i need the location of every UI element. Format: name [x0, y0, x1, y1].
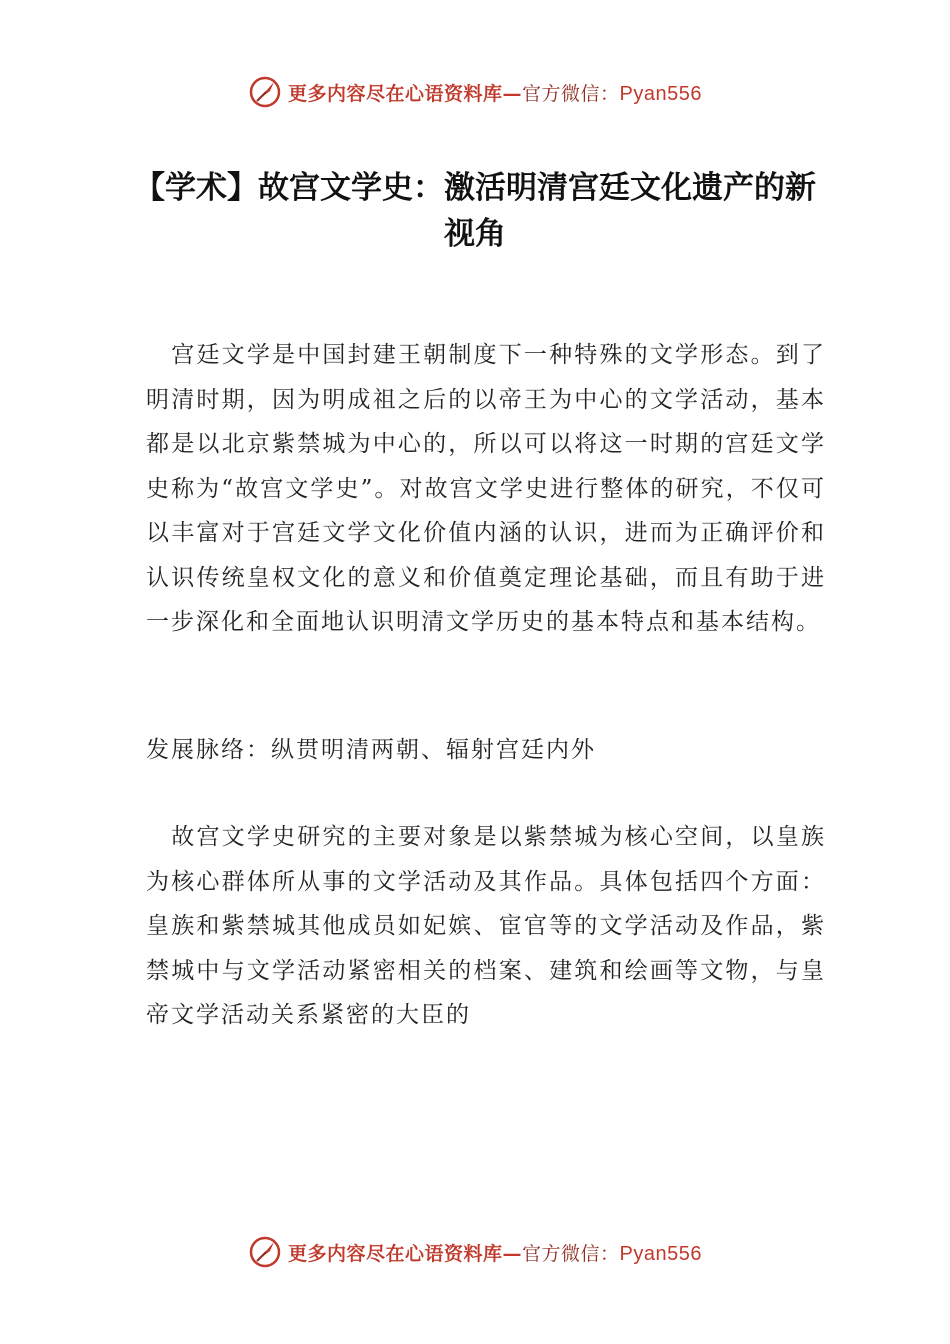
quill-logo-icon — [248, 75, 282, 109]
wechat-label: 官方微信： — [522, 1242, 620, 1265]
section-heading: 发展脉络：纵贯明清两朝、辐射宫廷内外 — [146, 737, 596, 763]
banner-slogan: 更多内容尽在心语资料库— — [288, 1242, 523, 1265]
page-title: 【学术】故宫文学史：激活明清宫廷文化遗产的新视角 — [134, 170, 816, 252]
body-paragraph-2: 故宫文学史研究的主要对象是以紫禁城为核心空间，以皇族为核心群体所从事的文学活动及其作品。具体包括四个方面：皇族和紫禁城其他成员如妃嫔、宦官等的文学活动及作品，紫禁城中与文学活动紧密相关的档案、建筑和绘画等文物，与皇帝文学活动关系紧密的大臣的 — [146, 824, 826, 1028]
footer-banner — [0, 1232, 950, 1272]
banner-text — [288, 79, 702, 106]
body-paragraph-1: 宫廷文学是中国封建王朝制度下一种特殊的文学形态。到了明清时期，因为明成祖之后的以帝王为中心的文学活动，基本都是以北京紫禁城为中心的，所以可以将这一时期的宫廷文学史称为“故宫文学史”。对故宫文学史进行整体的研究，不仅可以丰富对于宫廷文学文化价值内涵的认识，进而为正确评价和认识传统皇权文化的意义和价值奠定理论基础，而且有助于进一步深化和全面地认识明清文学历史的基本特点和基本结构。 — [146, 342, 826, 635]
banner-text — [288, 1239, 702, 1266]
banner-slogan: 更多内容尽在心语资料库— — [288, 82, 523, 105]
wechat-label: 官方微信： — [522, 82, 620, 105]
wechat-id: Pyan556 — [619, 1242, 702, 1265]
header-banner — [0, 72, 950, 112]
wechat-id: Pyan556 — [619, 82, 702, 105]
quill-logo-icon — [248, 1235, 282, 1269]
